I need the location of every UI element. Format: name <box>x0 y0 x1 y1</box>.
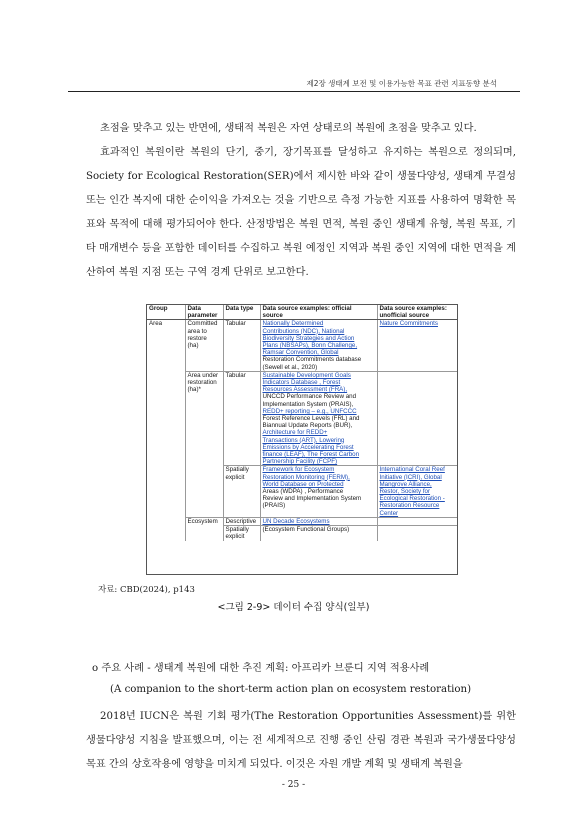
source-link[interactable]: Center <box>379 509 399 517</box>
source-link[interactable]: Sustainable Development Goals <box>262 371 351 379</box>
source-text: UNCCD Performance Review and <box>262 393 357 401</box>
cell-parameter <box>185 466 223 517</box>
bullet-line: o 주요 사례 - 생태계 복원에 대한 추진 계획: 아프리카 브룬디 지역 적용사례 <box>92 663 430 674</box>
cell-type <box>223 526 260 541</box>
header-group: Group <box>147 305 185 320</box>
source-link[interactable]: Resources Assessment (FRA), <box>262 386 348 394</box>
source-text: (Sewell et al., 2020) <box>262 363 318 371</box>
cell-type <box>223 466 260 517</box>
source-text: Areas (WDPA) , Performance <box>262 488 344 496</box>
cell-group <box>147 320 185 371</box>
case-bullet <box>92 658 522 700</box>
figure-source: 자료: CBD(2024), p143 <box>98 585 195 595</box>
data-collection-table-figure <box>146 304 458 575</box>
header-rule <box>68 91 520 92</box>
table-row <box>147 466 457 517</box>
source-link[interactable]: finance (LEAF), The Forest Carbon <box>262 451 360 459</box>
source-link[interactable]: UN Decade Ecosystems <box>262 517 330 525</box>
bullet-subtitle: (A companion to the short-term action plan on ecosystem restoration) <box>110 684 472 695</box>
source-text: Restoration Commitments database <box>262 356 362 364</box>
table-row <box>147 320 457 371</box>
cell-parameter <box>185 371 223 466</box>
cell-unofficial <box>377 526 457 541</box>
parameter-text: restore <box>187 334 207 342</box>
source-text: Implementation System (PRAIS), <box>262 400 354 408</box>
cell-parameter <box>185 320 223 371</box>
table-row <box>147 526 457 541</box>
source-link[interactable]: Restoration Monitoring (FERM), <box>262 473 350 481</box>
cell-type <box>223 517 260 525</box>
table-row <box>147 371 457 466</box>
cell-unofficial <box>377 466 457 517</box>
page-number: - 25 - <box>281 780 306 790</box>
source-link[interactable]: Biodiversity Strategies and Action <box>262 334 355 342</box>
source-link[interactable]: REDD+ reporting – e.g., UNFCCC <box>262 407 357 415</box>
header-type: Data type <box>223 305 260 320</box>
source-link[interactable]: Architecture for REDD+ <box>262 429 328 437</box>
source-link[interactable]: Restoration Resource <box>379 502 440 510</box>
parameter-text: (ha) <box>187 342 199 350</box>
table-row <box>147 517 457 525</box>
parameter-text: (ha)* <box>187 386 201 394</box>
source-text: Biannual Update Reports (BUR), <box>262 422 353 430</box>
source-link[interactable]: Nationally Determined <box>262 320 324 328</box>
source-text: Forest Reference Levels (FRL) and <box>262 415 360 423</box>
source-link[interactable]: Contributions (NDC), National <box>262 327 345 335</box>
paragraph-text: 2018년 IUCN은 복원 기회 평가(The Restoration Opportunities Assessment)를 위한 생물다양성 지침을 발표했으며, 이는 전 세계적으로 진행 중인 산림 경관 복원과 국가생물다양성 목표 간의 상호작용에 영향을 미치게 되었다. 이것은 자원 개발 계획 및 생태계 복원을 <box>86 711 516 770</box>
cell-type <box>223 371 260 466</box>
source-text: (Ecosystem Functional Groups) <box>262 526 350 534</box>
type-text: Spatially explicit <box>225 526 249 541</box>
parameter-text: restoration <box>187 379 217 387</box>
type-text: Tabular <box>225 371 246 379</box>
source-link[interactable]: Nature Commitments <box>379 320 438 328</box>
cell-unofficial <box>377 371 457 466</box>
parameter-text: Committed <box>187 320 218 328</box>
source-link[interactable]: Ramsar Convention, Global <box>262 349 339 357</box>
source-text: Review and Implementation System <box>262 495 362 503</box>
source-link[interactable]: World Database on Protected <box>262 480 344 488</box>
running-header: 제2장 생태계 보전 및 이용가능한 목표 관련 지표동향 분석 <box>306 79 497 88</box>
cell-group <box>147 371 185 466</box>
cell-official <box>260 517 377 525</box>
type-text: Descriptive <box>225 517 257 525</box>
body-paragraph-2 <box>86 705 516 777</box>
source-link[interactable]: Emissions by Accelerating Forest <box>262 443 354 451</box>
source-link[interactable]: Indicators Database , Forest <box>262 379 341 387</box>
cell-official <box>260 466 377 517</box>
cell-unofficial <box>377 320 457 371</box>
cell-group <box>147 526 185 541</box>
parameter-text: Ecosystem <box>187 517 218 525</box>
body-text <box>86 117 516 285</box>
figure-caption: <그림 2-9> 데이터 수집 양식(일부) <box>217 602 370 613</box>
cell-unofficial <box>377 517 457 525</box>
data-collection-table <box>147 305 457 541</box>
cell-group <box>147 466 185 517</box>
source-link[interactable]: International Coral Reef <box>379 466 445 474</box>
body-paragraph: 효과적인 복원이란 복원의 단기, 중기, 장기목표를 달성하고 유지하는 복원으로 정의되며, Society for Ecological Restoration(SER)에서 제시한 바와 같이 생물다양성, 생태계 무결성 또는 인간 복지에 대한 순이익을 가져오는 것을 기반으로 측정 가능한 지표를 사용하여 명확한 목표와 목적에 대해 평가되어야 한다. 산정방법은 복원 면적, 복원 중인 생태계 유형, 복원 목표, 기타 매개변수 등을 포함한 데이터를 수집하고 복원 예정인 지역과 복원 중인 지역에 대한 면적을 계산하여 복원 지점 또는 구역 경계 단위로 보고한다. <box>86 147 516 278</box>
cell-official <box>260 320 377 371</box>
cell-parameter <box>185 526 223 541</box>
source-link[interactable]: Ecological Restoration - <box>379 495 445 503</box>
cell-group <box>147 517 185 525</box>
type-text: Tabular <box>225 320 246 328</box>
cell-parameter <box>185 517 223 525</box>
header-parameter: Data parameter <box>185 305 223 320</box>
cell-official <box>260 371 377 466</box>
type-text: Spatially explicit <box>225 466 249 481</box>
parameter-text: Area under <box>187 371 219 379</box>
source-link[interactable]: Mangrove Alliance, <box>379 480 432 488</box>
header-official: Data source examples: official source <box>260 305 377 320</box>
cell-type <box>223 320 260 371</box>
source-link[interactable]: Partnership Facility (FCPF) <box>262 458 338 466</box>
header-unofficial: Data source examples: unofficial source <box>377 305 457 320</box>
cell-official <box>260 526 377 541</box>
source-link[interactable]: Framework for Ecosystem <box>262 466 335 474</box>
source-link[interactable]: Plans (NBSAPs), Bonn Challenge, <box>262 342 358 350</box>
source-link[interactable]: Restor, Society for <box>379 488 431 496</box>
body-line: 초점을 맞추고 있는 반면에, 생태적 복원은 자연 상태로의 복원에 초점을 맞추고 있다. <box>100 123 477 134</box>
table-header-row <box>147 305 457 320</box>
parameter-text: area to <box>187 327 207 335</box>
source-link[interactable]: Transactions (ART), Lowering <box>262 436 345 444</box>
source-link[interactable]: Initiative (ICRI), Global <box>379 473 442 481</box>
source-text: (PRAIS) <box>262 502 286 510</box>
group-label: Area <box>149 320 163 328</box>
